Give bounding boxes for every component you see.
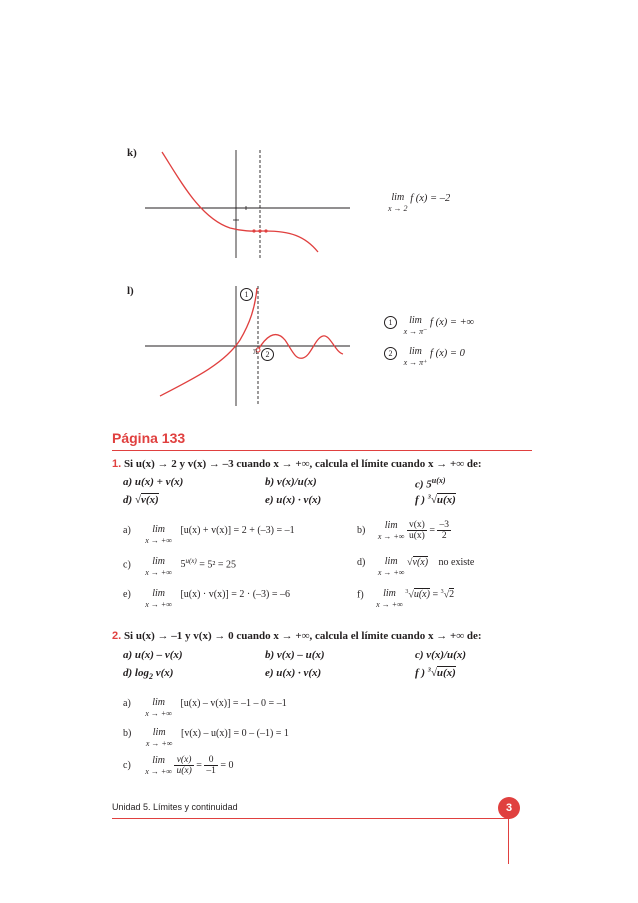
q2-option-c: c) v(x)/u(x) (415, 649, 467, 661)
graph-l-label: l) (127, 285, 134, 297)
graph-l-limit-2: 2 lim x → π⁺ f (x) = 0 (384, 347, 465, 367)
graph-l-marker-2: 2 (261, 345, 274, 363)
graph-l-marker-1: 1 (240, 285, 253, 303)
q1-option-b: b) v(x)/u(x) (265, 476, 317, 488)
q2-option-b: b) v(x) – u(x) (265, 649, 325, 661)
q2-option-e: e) u(x) · v(x) (265, 667, 322, 679)
graph-l-pi: π (253, 346, 258, 356)
q1-answer-a: a) lim x → +∞ [u(x) + v(x)] = 2 + (–3) = –1 (123, 524, 295, 545)
section-divider (112, 450, 532, 451)
q1-answer-b: b) lim x → +∞ $\frac{v(x)}{u(x)}$ = $\frac{-3}{2}$ (357, 519, 449, 541)
q1-option-e: e) u(x) · v(x) (265, 494, 322, 506)
graph-k-label: k) (127, 147, 137, 159)
q2-option-f: f ) $^3$√u(x) (415, 667, 456, 679)
section-title: Página 133 (112, 430, 186, 446)
q2-answer-c: c) lim x → +∞ $\frac{v(x)}{u(x)}$ = $\frac{0}{-1}$ = 0 (123, 754, 234, 776)
q1-option-a: a) u(x) + v(x) (123, 476, 184, 488)
q1-answer-f: f) lim x → +∞ $^3$√u(x) = $^3$√2 (357, 588, 455, 609)
graph-k-limit: lim x → 2 f (x) = –2 (388, 192, 451, 213)
graph-k-curve (162, 152, 318, 252)
q2-option-d: d) $\log_2 v(x)$ (123, 667, 174, 682)
page-number-stem (508, 819, 509, 864)
q2-answer-b: b) lim x → +∞ [v(x) – u(x)] = 0 – (–1) = 1 (123, 727, 289, 748)
q1-answer-e: e) lim x → +∞ [u(x) · v(x)] = 2 · (–3) = –6 (123, 588, 291, 609)
q1-statement: 1. Si u(x) → 2 y v(x) → –3 cuando x → +∞, calcula el límite cuando x → +∞ de: (112, 458, 482, 470)
q1-option-d: d) √v(x) (123, 494, 159, 506)
footer-unit: Unidad 5. Límites y continuidad (112, 802, 238, 812)
footer-divider (112, 818, 510, 819)
graph-l-limit-1: 1 lim x → π⁻ f (x) = +∞ (384, 316, 474, 336)
graph-k (140, 140, 355, 260)
page-number-badge: 3 (498, 797, 520, 819)
q1-option-c: c) $5^{u(x)}$ (415, 476, 446, 491)
q1-answer-c: c) lim x → +∞ $5^{u(x)} = 5^2 = 25$ (123, 556, 236, 577)
q2-option-a: a) u(x) – v(x) (123, 649, 183, 661)
q1-option-f: f ) $^3$√u(x) (415, 494, 456, 506)
q2-statement: 2. Si u(x) → –1 y v(x) → 0 cuando x → +∞, calcula el límite cuando x → +∞ de: (112, 630, 482, 642)
q2-answer-a: a) lim x → +∞ [u(x) – v(x)] = –1 – 0 = –1 (123, 697, 287, 718)
graph-l-curve-left (160, 288, 257, 396)
q1-answer-d: d) lim x → +∞ √v(x) no existe (357, 556, 475, 577)
